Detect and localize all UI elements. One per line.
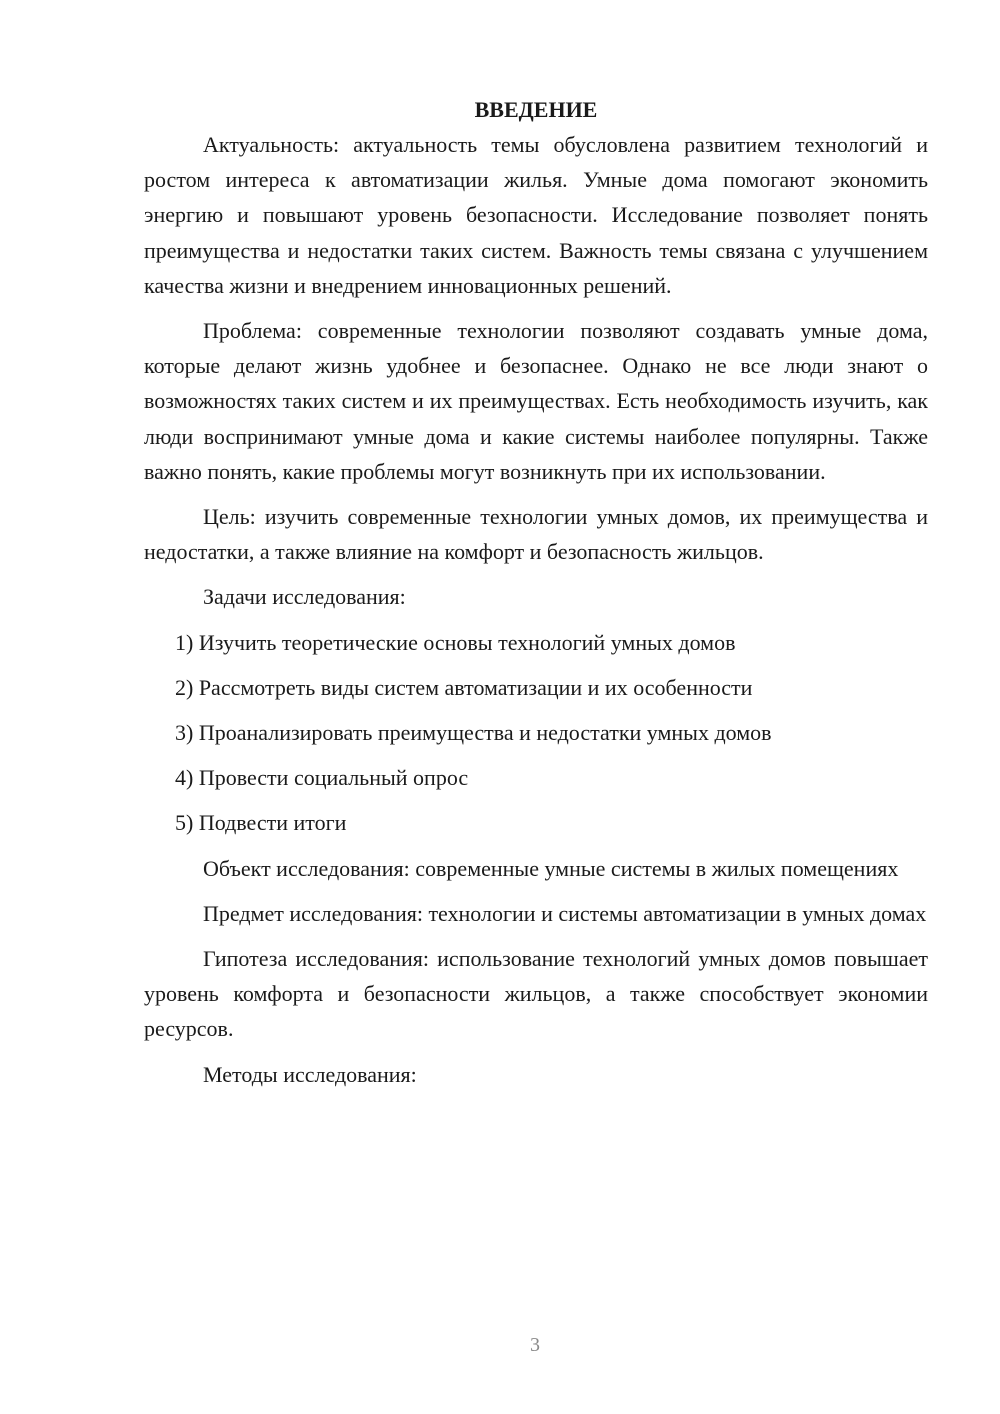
relevance-paragraph: Актуальность: актуальность темы обусловлена развитием технологий и ростом интереса к автоматизации жилья. Умные дома помогают экономить энергию и повышают уровень безопасности. Исследование позволяет понять преимущества и недостатки таких систем. Важность темы связана с улучшением качества жизни и внедрением инновационных решений. bbox=[144, 132, 928, 298]
methods-paragraph: Методы исследования: bbox=[203, 1061, 417, 1087]
goal-paragraph: Цель: изучить современные технологии умных домов, их преимущества и недостатки, а также влияние на комфорт и безопасность жильцов. bbox=[144, 504, 928, 565]
page-number: 3 bbox=[530, 1334, 540, 1356]
document-page bbox=[144, 92, 928, 1092]
tasks-list bbox=[144, 625, 928, 841]
list-item: 1) Изучить теоретические основы технологий умных домов bbox=[175, 629, 736, 655]
list-item: 2) Рассмотреть виды систем автоматизации и их особенности bbox=[175, 674, 753, 700]
list-item: 4) Провести социальный опрос bbox=[175, 765, 469, 791]
object-paragraph: Объект исследования: современные умные системы в жилых помещениях bbox=[203, 855, 899, 881]
section-title: ВВЕДЕНИЕ bbox=[474, 97, 598, 122]
list-item: 3) Проанализировать преимущества и недостатки умных домов bbox=[175, 720, 772, 746]
list-item: 5) Подвести итоги bbox=[175, 810, 347, 836]
tasks-heading: Задачи исследования: bbox=[203, 584, 406, 610]
subject-paragraph: Предмет исследования: технологии и системы автоматизации в умных домах bbox=[203, 900, 927, 926]
hypothesis-paragraph: Гипотеза исследования: использование технологий умных домов повышает уровень комфорта и безопасности жильцов, а также способствует экономии ресурсов. bbox=[144, 946, 928, 1042]
problem-paragraph: Проблема: современные технологии позволяют создавать умные дома, которые делают жизнь удобнее и безопаснее. Однако не все люди знают о возможностях таких систем и их преимуществах. Есть необходимость изучить, как люди воспринимают умные дома и какие системы наиболее популярны. Также важно понять, какие проблемы могут возникнуть при их использовании. bbox=[144, 318, 928, 484]
